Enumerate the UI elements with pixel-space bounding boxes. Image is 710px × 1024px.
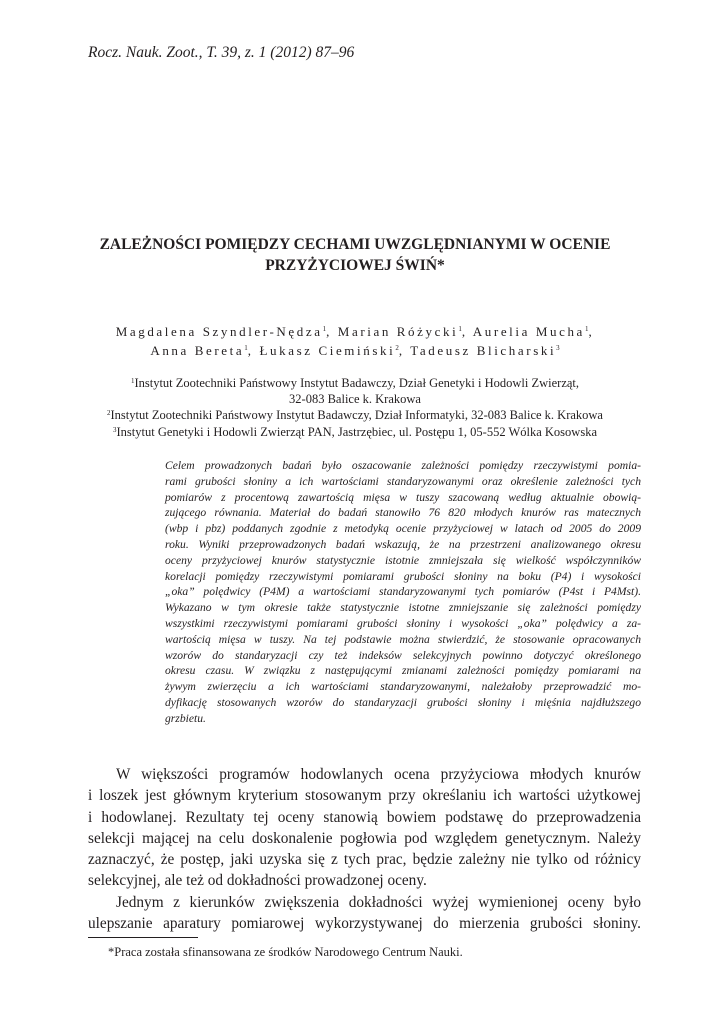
abstract-line: wszystkimi rzeczywistymi pomiarami grubości słoniny i wysokości „oka” polędwicy a za- [165, 616, 641, 630]
affiliation-3 [60, 424, 650, 440]
affiliation-number: 3 [113, 425, 117, 434]
abstract-line: korelacji pomiędzy rzeczywistymi pomiarami grubości słoniny na boku (P4) i wysokości [165, 569, 641, 583]
author-affiliation-mark: 3 [556, 344, 560, 352]
abstract-line: grzbietu. [165, 711, 206, 725]
body-line: selekcyjnej, ale też od dokładności prowadzonej oceny. [88, 872, 427, 890]
abstract-line: zującego równania. Materiał do badań stanowiło 76 820 młodych knurów ras matecznych [165, 506, 641, 520]
abstract-line: roku. Wyniki przeprowadzonych badań wskazują, że na przestrzeni analizowanego okresu [165, 537, 641, 551]
author-list [60, 322, 650, 360]
body-text [88, 764, 641, 934]
abstract [165, 458, 641, 727]
footnote: *Praca została sfinansowana ze środków Narodowego Centrum Nauki. [108, 945, 463, 959]
author-separator: , [247, 343, 260, 358]
affiliation-text: Instytut Zootechniki Państwowy Instytut Badawczy, Dział Genetyki i Hodowli Zwierząt, [134, 376, 580, 390]
body-line: Jednym z kierunków zwiększenia dokładności wyżej wymienionej oceny było [116, 893, 641, 911]
abstract-line: Celem prowadzonych badań było oszacowanie zależności pomiędzy rzeczywistymi pomia- [165, 459, 641, 472]
abstract-line: oceny przyżyciowej knurów statystycznie istotnie zmniejszała się wielkość współczynników [165, 553, 641, 567]
author-name: Łukasz Ciemiński [259, 343, 396, 358]
author-line-2 [60, 341, 650, 360]
abstract-line: pomiarów z procentową zawartością mięsa w tuszy szacowaną według aktualnie obowią- [165, 490, 641, 504]
author-affiliation-mark: 2 [395, 344, 399, 352]
abstract-line: dyfikację stosowanych wzorów do standaryzacji grubości słoniny i mięśnia najdłuższego [165, 695, 641, 709]
affiliation-1 [60, 375, 650, 391]
abstract-line: wzorów do standaryzacji czy też indeksów selekcyjnych powinno dotyczyć określonego [165, 648, 641, 662]
author-separator: , [461, 324, 473, 339]
author-affiliation-mark: 1 [458, 325, 462, 333]
abstract-line: Wykazano w tym okresie także statystycznie istotne zmniejszanie się zależności pomiędzy [165, 601, 641, 615]
body-line: selekcji mającej na celu doskonalenie pogłowia pod względem genetycznym. Należy [88, 829, 641, 847]
title-line-1: ZALEŻNOŚCI POMIĘDZY CECHAMI UWZGLĘDNIANYMI W OCENIE [99, 236, 611, 253]
abstract-line: (wbp i pbz) poddanych zgodnie z metodyką ocenie przyżyciowej w latach od 2005 do 2009 [165, 522, 641, 536]
author-affiliation-mark: 1 [322, 325, 327, 333]
body-line: W większości programów hodowlanych ocena przyżyciowa młodych knurów [116, 766, 641, 783]
journal-citation: Rocz. Nauk. Zoot., T. 39, z. 1 (2012) 87–96 [88, 44, 355, 61]
author-affiliation-mark: 1 [244, 344, 248, 352]
author-name: Aurelia Mucha [472, 324, 585, 339]
author-name: Anna Bereta [150, 343, 245, 358]
abstract-line: rami grubości słoniny a ich wartościami standaryzowanymi oraz określenie zależności tych [165, 474, 641, 488]
author-name: Marian Różycki [337, 324, 459, 339]
body-line: ulepszanie aparatury pomiarowej wykorzystywanej do mierzenia grubości słoniny. [88, 915, 641, 933]
abstract-line: „oka” polędwicy (P4M) a wartościami standaryzowanymi tych pomiarów (P4st i P4Mst). [165, 585, 641, 599]
affiliation-1-city: 32-083 Balice k. Krakowa [289, 392, 421, 407]
body-line: i loszek jest głównym kryterium stosowanym przy określaniu ich wartości użytkowej [88, 787, 641, 805]
affiliation-number: 2 [107, 409, 111, 418]
paper-title [60, 234, 650, 276]
affiliation-number: 1 [130, 377, 135, 385]
title-line-2: PRZYŻYCIOWEJ ŚWIŃ* [265, 257, 445, 274]
author-separator: , [588, 324, 595, 339]
author-name: Tadeusz Blicharski [410, 343, 557, 358]
abstract-line: okresu czasu. W związku z następującymi zmianami zależności pomiędzy pomiarami na [165, 664, 641, 678]
abstract-line: wartością mięsa w tuszy. Na tej podstawie można stwierdzić, że stosowanie opracowanych [165, 632, 641, 646]
author-separator: , [326, 324, 338, 339]
author-affiliation-mark: 1 [584, 325, 589, 333]
body-line: zaznaczyć, że postęp, jaki uzyska się z tych prac, będzie zależny nie tylko od różnicy [88, 851, 641, 869]
affiliation-text: Instytut Zootechniki Państwowy Instytut Badawczy, Dział Informatyki, 32-083 Balice k. Krakowa [110, 408, 603, 423]
footnote-divider [88, 937, 198, 938]
affiliation-text: Instytut Genetyki i Hodowli Zwierząt PAN, Jastrzębiec, ul. Postępu 1, 05-552 Wólka Kosowska [116, 424, 597, 439]
affiliation-2 [60, 407, 650, 423]
author-name: Magdalena Szyndler-Nędza [115, 324, 323, 339]
body-line: i hodowlanej. Rezultaty tej oceny stanowią bowiem podstawę do przeprowadzenia [88, 808, 641, 826]
affiliation-list [60, 375, 650, 440]
abstract-line: żywym zwierzęciu a ich wartościami standaryzowanymi, należałoby przeprowadzić mo- [165, 680, 641, 694]
author-separator: , [398, 343, 411, 358]
author-line-1 [60, 322, 650, 341]
